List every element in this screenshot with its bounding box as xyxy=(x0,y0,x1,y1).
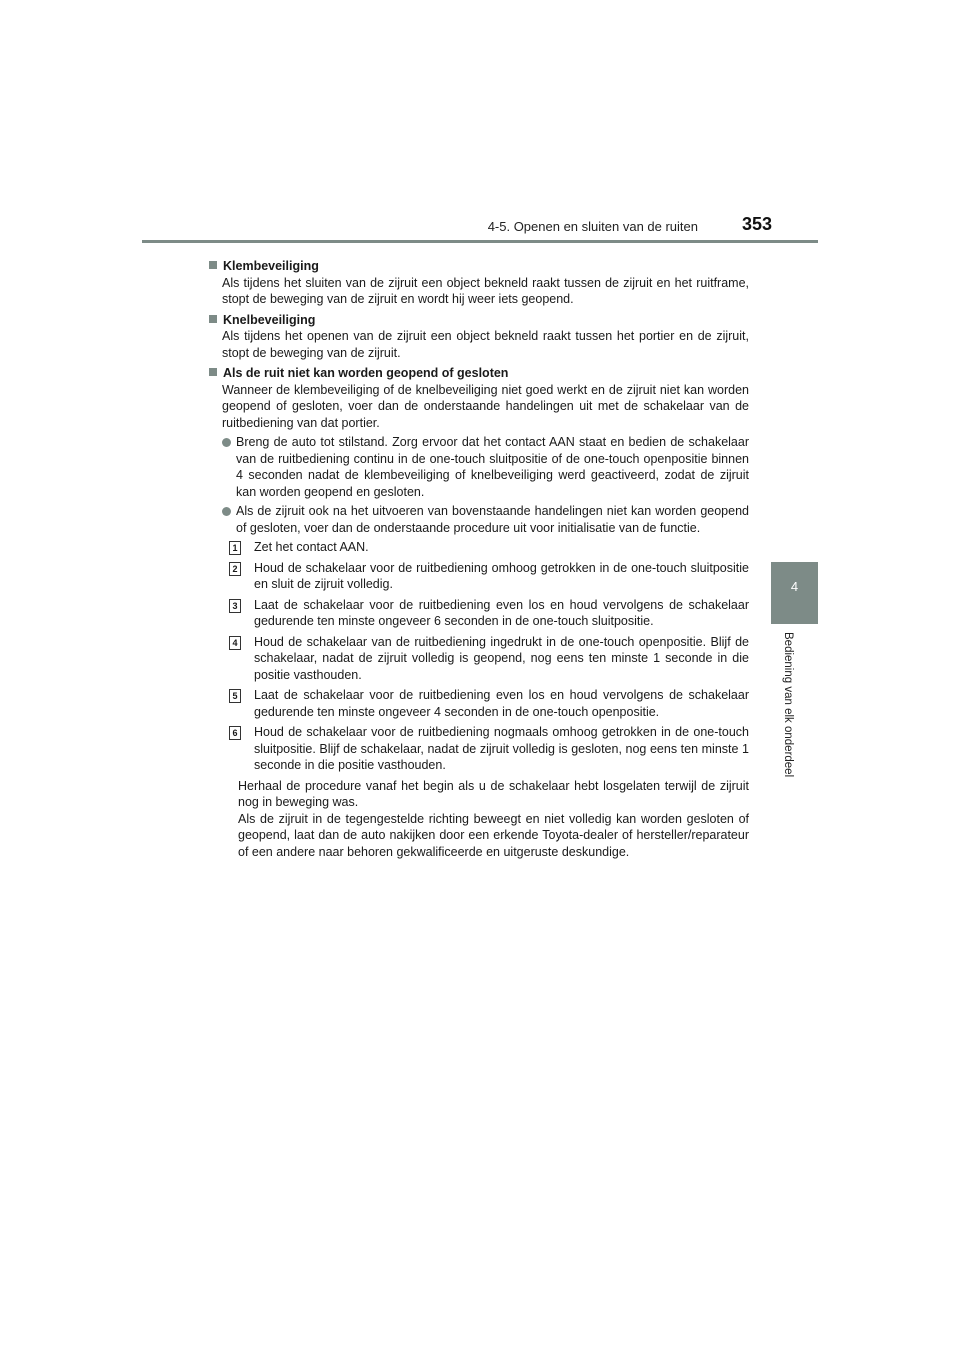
procedure-step: 6 Houd de schakelaar voor de ruitbediening nogmaals omhoog getrokken in de one-touch sluitpositie. Blijf de schakelaar, nadat de zijruit volledig is gesloten, nog eens ten minste 1 seconde in die positie vasthouden. xyxy=(229,724,749,774)
step-number-badge: 6 xyxy=(229,726,241,740)
procedure-step: 4 Houd de schakelaar van de ruitbediening ingedrukt in de one-touch openpositie. Blijf de schakelaar, nadat de zijruit volledig is geopend, nog eens ten minste 1 seconde in die positie vasthouden. xyxy=(229,634,749,684)
square-bullet-icon xyxy=(209,315,217,323)
list-item: Als de zijruit ook na het uitvoeren van bovenstaande handelingen niet kan worden geopend of gesloten, voer dan de onderstaande procedure uit voor initialisatie van de functie. xyxy=(222,503,749,536)
step-number-badge: 4 xyxy=(229,636,241,650)
closing-note: Herhaal de procedure vanaf het begin als u de schakelaar hebt losgelaten terwijl de zijruit nog in beweging was. Als de zijruit in de tegengestelde richting beweegt en niet volledig kan worden gesloten of geopend, laat dan de auto nakijken door een erkende Toyota-dealer of hersteller/reparateur of een andere naar behoren gekwalificeerde en uitgeruste deskundige. xyxy=(238,778,749,859)
step-number-badge: 5 xyxy=(229,689,241,703)
step-number-badge: 2 xyxy=(229,562,241,576)
section-text: Wanneer de klembeveiliging of de knelbeveiliging niet goed werkt en de zijruit niet kan worden geopend of gesloten, voer dan de onderstaande handelingen uit met de schakelaar van de ruitbediening van dat portier. xyxy=(222,382,749,430)
page-number: 353 xyxy=(742,214,773,234)
section-text: Als tijdens het sluiten van de zijruit een object bekneld raakt tussen de zijruit en het ruitframe, stopt de beweging van de zijruit en wordt hij weer iets geopend. xyxy=(222,275,749,306)
procedure-step: 5 Laat de schakelaar voor de ruitbediening even los en houd vervolgens de schakelaar gedurende ten minste ongeveer 4 seconden in de one-touch openpositie. xyxy=(229,687,749,720)
round-bullet-icon xyxy=(222,507,231,516)
step-number-badge: 3 xyxy=(229,599,241,613)
section-heading: Als de ruit niet kan worden geopend of gesloten xyxy=(209,365,749,382)
chapter-side-label: Bediening van elk onderdeel xyxy=(782,632,794,778)
page-content xyxy=(209,258,749,860)
procedure-step: 3 Laat de schakelaar voor de ruitbediening even los en houd vervolgens de schakelaar gedurende ten minste ongeveer 6 seconden in de one-touch sluitpositie. xyxy=(229,597,749,630)
chapter-tab: 4 xyxy=(771,562,818,624)
round-bullet-icon xyxy=(222,438,231,447)
header-rule xyxy=(142,240,818,243)
section-title: 4-5. Openen en sluiten van de ruiten xyxy=(487,219,698,234)
square-bullet-icon xyxy=(209,261,217,269)
square-bullet-icon xyxy=(209,368,217,376)
section-text: Als tijdens het openen van de zijruit een object bekneld raakt tussen het portier en de zijruit, stopt de beweging van de zijruit. xyxy=(222,329,749,360)
procedure-step: 2 Houd de schakelaar voor de ruitbediening omhoog getrokken in de one-touch sluitpositie en sluit de zijruit volledig. xyxy=(229,560,749,593)
section-heading: Klembeveiliging xyxy=(209,258,749,275)
procedure-step: 1 Zet het contact AAN. xyxy=(229,539,749,556)
list-item: Breng de auto tot stilstand. Zorg ervoor dat het contact AAN staat en bedien de schakelaar van de ruitbediening continu in de one-touch sluitpositie of de one-touch openpositie binnen 4 seconden nadat de klembeveiliging of knelbeveiliging werd geactiveerd, zodat de zijruit kan worden geopend en gesloten. xyxy=(222,434,749,500)
section-heading: Knelbeveiliging xyxy=(209,312,749,329)
step-number-badge: 1 xyxy=(229,541,241,555)
